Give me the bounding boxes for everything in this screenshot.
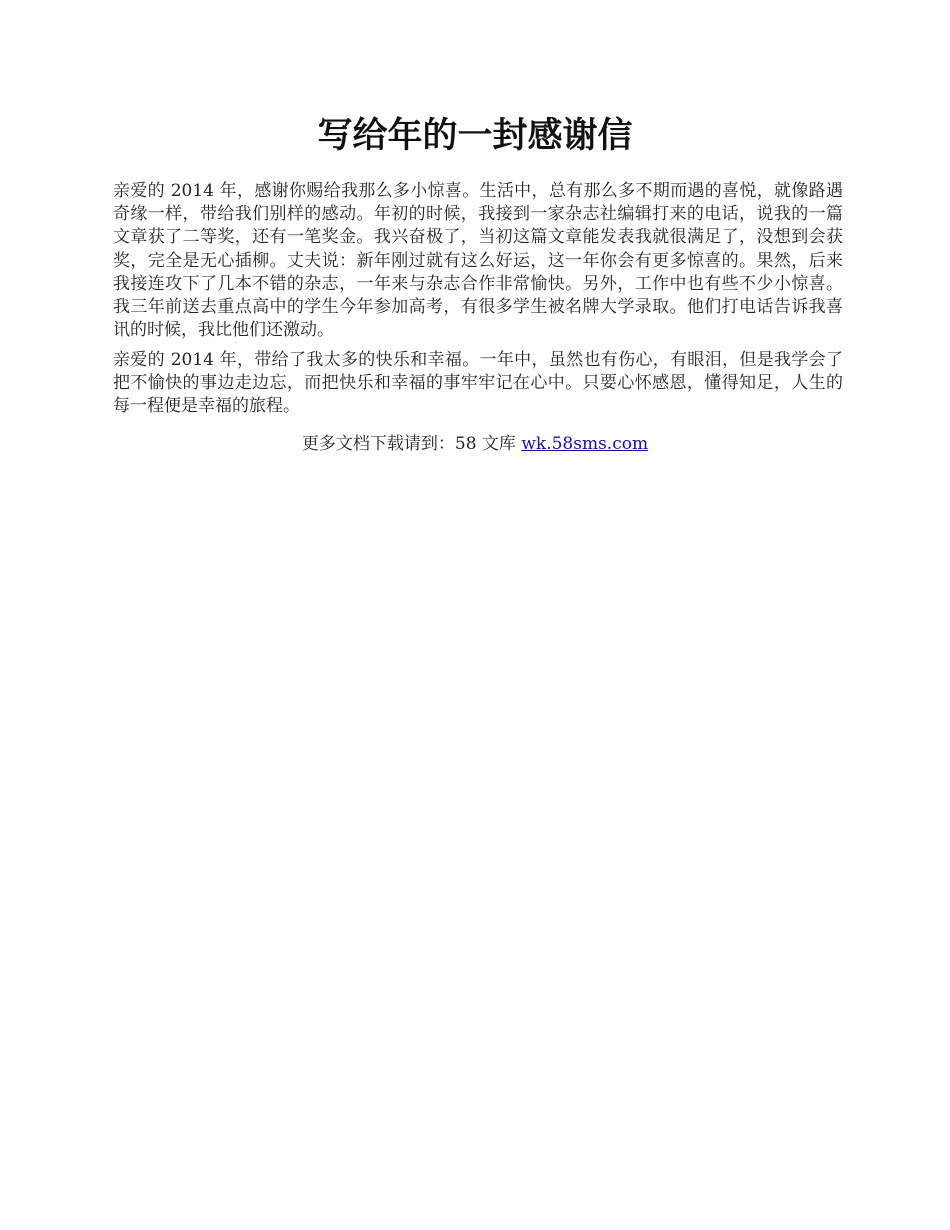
paragraph-1: 亲爱的 2014 年，感谢你赐给我那么多小惊喜。生活中，总有那么多不期而遇的喜悦，就像路遇奇缘一样，带给我们别样的感动。年初的时候，我接到一家杂志社编辑打来的电话，说我的一篇文章获了二等奖，还有一笔奖金。我兴奋极了，当初这篇文章能发表我就很满足了，没想到会获奖，完全是无心插柳。丈夫说：新年刚过就有这么好运，这一年你会有更多惊喜的。果然，后来我接连攻下了几本不错的杂志，一年来与杂志合作非常愉快。另外，工作中也有些不少小惊喜。我三年前送去重点高中的学生今年参加高考，有很多学生被名牌大学录取。他们打电话告诉我喜讯的时候，我比他们还激动。 (113, 181, 843, 341)
footer-prefix-text: 更多文档下载请到：58 文库 (301, 434, 522, 454)
paragraph-2: 亲爱的 2014 年，带给了我太多的快乐和幸福。一年中，虽然也有伤心，有眼泪，但是我学会了把不愉快的事边走边忘，而把快乐和幸福的事牢牢记在心中。只要心怀感恩，懂得知足，人生的每一程便是幸福的旅程。 (113, 350, 843, 417)
footer-download-note (0, 432, 950, 456)
footer-link[interactable]: wk.58sms.com (521, 434, 649, 454)
document-title: 写给年的一封感谢信 (317, 116, 633, 156)
